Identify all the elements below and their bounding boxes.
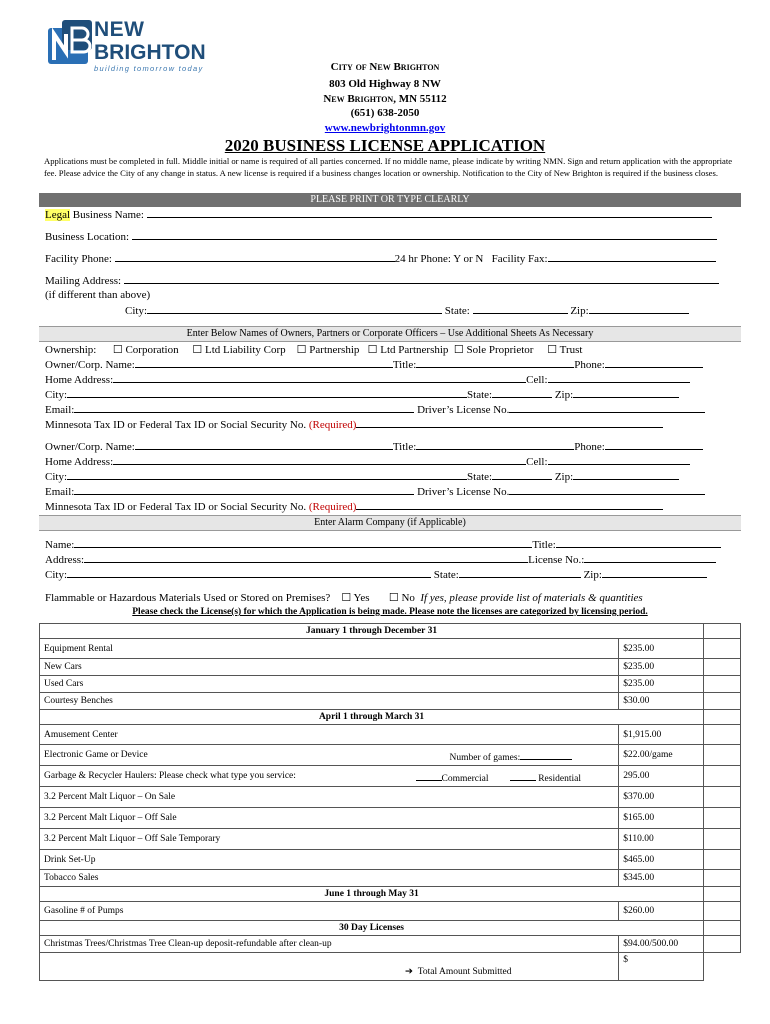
- commercial-label: Commercial: [441, 774, 489, 784]
- owner2-cell-label: Cell:: [526, 456, 548, 468]
- option-sole-proprietor: Sole Proprietor: [466, 344, 534, 356]
- legal-highlight: Legal: [45, 209, 71, 221]
- license-fee: $235.00: [619, 676, 704, 693]
- city-address: 803 Old Highway 8 NW: [329, 78, 441, 90]
- owner1-email-field[interactable]: [74, 403, 414, 413]
- facility-phone-label: Facility Phone:: [45, 253, 112, 265]
- location-label: Business Location:: [45, 231, 130, 243]
- owner1-dl-label: Driver’s License No.: [417, 404, 510, 416]
- owner1-city-row: [45, 388, 679, 401]
- license-name: Gasoline # of Pumps: [40, 902, 619, 921]
- owner2-home-label: Home Address:: [45, 456, 114, 468]
- license-name: 3.2 Percent Malt Liquor – Off Sale Temporary: [40, 829, 619, 850]
- license-notice: Please check the License(s) for which the Application is being made. Please note the licenses are categorized by licensing period.: [132, 607, 648, 617]
- license-fee: $1,915.00: [619, 725, 704, 745]
- owner1-dl-field[interactable]: [509, 403, 705, 413]
- owner2-tax-row: [45, 500, 663, 513]
- alarm-city-row: [45, 568, 707, 581]
- owner1-city-label: City:: [45, 389, 68, 401]
- owner2-state-label: State:: [467, 471, 493, 483]
- mailing-field[interactable]: [124, 274, 719, 284]
- location-row: [45, 230, 717, 243]
- check-cell: [704, 624, 741, 639]
- owner1-state-field[interactable]: [492, 388, 552, 398]
- phone24-label: 24 hr Phone: Y or N: [394, 253, 484, 265]
- license-checkbox[interactable]: [704, 676, 741, 693]
- option-corporation: Corporation: [125, 344, 179, 356]
- table-row: [40, 659, 741, 676]
- option-llc: Ltd Liability Corp: [205, 344, 286, 356]
- license-checkbox[interactable]: [704, 693, 741, 710]
- location-field[interactable]: [132, 230, 717, 240]
- license-checkbox[interactable]: [704, 659, 741, 676]
- owner1-phone-label: Phone:: [574, 359, 605, 371]
- owner1-name-row: [45, 358, 703, 371]
- license-name: 3.2 Percent Malt Liquor – On Sale: [40, 787, 619, 808]
- table-row: [40, 870, 741, 887]
- ownership-row: [45, 343, 583, 356]
- check-cell: [704, 887, 741, 902]
- owner2-dl-field[interactable]: [509, 485, 705, 495]
- alarm-zip-field[interactable]: [602, 568, 707, 578]
- owner2-home-row: [45, 455, 690, 468]
- license-fee: $235.00: [619, 659, 704, 676]
- intro-text: Applications must be completed in full. Middle initial or name is required of all parties concerned. If no middle name, please indicate by writing NMN. Sign and return application with the appropriate fee. Please advice the City of any change in status. A new license is required if a business changes location or ownership. Notification to the City of New Brighton is required if the business closes.: [44, 156, 733, 178]
- residential-field[interactable]: [510, 771, 536, 781]
- city-logo-icon: [48, 20, 94, 66]
- owner2-phone-label: Phone:: [574, 441, 605, 453]
- website-link[interactable]: www.newbrightonmn.gov: [324, 122, 446, 134]
- owner1-cell-field[interactable]: [548, 373, 690, 383]
- owner2-city-field[interactable]: [67, 470, 467, 480]
- owner2-zip-field[interactable]: [573, 470, 679, 480]
- license-name: Tobacco Sales: [40, 870, 619, 887]
- owner1-title-label: Title:: [392, 359, 417, 371]
- city-field[interactable]: [147, 304, 442, 314]
- owner2-email-label: Email:: [45, 486, 75, 498]
- owner1-zip-label: Zip:: [554, 389, 574, 401]
- legal-name-row: [45, 208, 712, 221]
- period-jan: January 1 through December 31: [40, 624, 704, 639]
- alarm-city-field[interactable]: [67, 568, 431, 578]
- owner2-zip-label: Zip:: [554, 471, 574, 483]
- owner2-name-row: [45, 440, 703, 453]
- option-partnership: Partnership: [309, 344, 360, 356]
- license-name: Equipment Rental: [40, 639, 619, 659]
- license-name: New Cars: [40, 659, 619, 676]
- license-checkbox[interactable]: [704, 745, 741, 766]
- owner2-city-row: [45, 470, 679, 483]
- license-name: Drink Set-Up: [40, 850, 619, 870]
- license-name: Used Cars: [40, 676, 619, 693]
- period-jun: June 1 through May 31: [40, 887, 704, 902]
- legal-name-label: Business Name:: [70, 209, 144, 221]
- mailing-city-row: [125, 304, 689, 317]
- license-table: [39, 623, 741, 981]
- city-state: New Brighton, MN 55112: [323, 93, 447, 105]
- hazard-no-checkbox[interactable]: ☐: [388, 592, 399, 604]
- zip-label: Zip:: [570, 305, 589, 317]
- period-30day: 30 Day Licenses: [40, 921, 704, 936]
- license-checkbox[interactable]: [704, 902, 741, 921]
- license-name: Christmas Trees/Christmas Tree Clean-up deposit-refundable after clean-up: [40, 936, 619, 953]
- zip-field[interactable]: [589, 304, 689, 314]
- hazard-yes-label: Yes: [353, 592, 370, 604]
- alarm-address-label: Address:: [45, 554, 85, 566]
- alarm-name-field[interactable]: [74, 538, 532, 548]
- logo-tagline: building tomorrow today: [94, 64, 204, 73]
- period-row-jan: [40, 624, 741, 639]
- alarm-license-field[interactable]: [584, 553, 716, 563]
- legal-name-field[interactable]: [147, 208, 712, 218]
- total-label-cell: [40, 953, 619, 981]
- owner2-phone-field[interactable]: [605, 440, 703, 450]
- owner2-email-field[interactable]: [74, 485, 414, 495]
- license-name-garbage: [40, 766, 619, 787]
- option-trust: Trust: [559, 344, 583, 356]
- city-label: City:: [125, 305, 148, 317]
- facility-fax-label: Facility Fax:: [491, 253, 548, 265]
- owner1-tax-row: [45, 418, 663, 431]
- alarm-license-label: License No.:: [528, 554, 585, 566]
- owner1-title-field[interactable]: [416, 358, 574, 368]
- table-row: [40, 808, 741, 829]
- license-fee: $165.00: [619, 808, 704, 829]
- license-fee: $110.00: [619, 829, 704, 850]
- owner1-home-label: Home Address:: [45, 374, 114, 386]
- owner2-name-field[interactable]: [135, 440, 393, 450]
- license-fee: $260.00: [619, 902, 704, 921]
- owner2-tax-label: Minnesota Tax ID or Federal Tax ID or Social Security No.: [45, 501, 307, 513]
- residential-label: Residential: [538, 774, 581, 784]
- logo-new: NEW: [94, 18, 145, 41]
- alarm-bar: Enter Alarm Company (if Applicable): [39, 515, 741, 531]
- state-label: State:: [444, 305, 470, 317]
- owner1-name-field[interactable]: [135, 358, 393, 368]
- owner1-tax-field[interactable]: [356, 418, 663, 428]
- alarm-city-label: City:: [45, 569, 68, 581]
- owner2-email-row: [45, 485, 705, 498]
- total-row: [40, 953, 741, 981]
- table-row: [40, 850, 741, 870]
- license-checkbox[interactable]: [704, 766, 741, 787]
- license-checkbox[interactable]: [704, 808, 741, 829]
- check-cell: [704, 710, 741, 725]
- table-row: [40, 829, 741, 850]
- checkbox-llc[interactable]: ☐: [192, 344, 203, 356]
- state-field[interactable]: [473, 304, 568, 314]
- mailing-label: Mailing Address:: [45, 275, 122, 287]
- license-name: Courtesy Benches: [40, 693, 619, 710]
- owner2-home-field[interactable]: [113, 455, 526, 465]
- license-checkbox[interactable]: [704, 870, 741, 887]
- owner1-zip-field[interactable]: [573, 388, 679, 398]
- license-name: 3.2 Percent Malt Liquor – Off Sale: [40, 808, 619, 829]
- ownership-label: Ownership:: [45, 344, 97, 356]
- checkbox-trust[interactable]: ☐: [547, 344, 558, 356]
- currency-sign: $: [623, 955, 628, 965]
- owner1-email-row: [45, 403, 705, 416]
- alarm-title-label: Title:: [532, 539, 556, 551]
- table-row: [40, 676, 741, 693]
- commercial-field[interactable]: [416, 771, 442, 781]
- license-name: Amusement Center: [40, 725, 619, 745]
- owner2-cell-field[interactable]: [548, 455, 690, 465]
- hazard-row: [45, 591, 643, 604]
- license-checkbox[interactable]: [704, 639, 741, 659]
- owner2-name-label: Owner/Corp. Name:: [45, 441, 135, 453]
- phone-row: [45, 252, 716, 265]
- owner1-home-field[interactable]: [113, 373, 526, 383]
- alarm-title-field[interactable]: [556, 538, 721, 548]
- city-name: City of New Brighton: [330, 61, 440, 73]
- owner1-required: (Required): [308, 419, 357, 431]
- checkbox-partnership[interactable]: ☐: [296, 344, 307, 356]
- owner2-tax-field[interactable]: [356, 500, 663, 510]
- license-checkbox[interactable]: [704, 936, 741, 953]
- period-row-jun: [40, 887, 741, 902]
- facility-fax-field[interactable]: [548, 252, 716, 262]
- alarm-address-field[interactable]: [84, 553, 528, 563]
- period-row-apr: [40, 710, 741, 725]
- alarm-name-row: [45, 538, 721, 551]
- page-title: 2020 BUSINESS LICENSE APPLICATION: [224, 136, 546, 155]
- facility-phone-field[interactable]: [115, 252, 395, 262]
- owner2-required: (Required): [308, 501, 357, 513]
- mailing-row: [45, 274, 719, 287]
- license-checkbox[interactable]: [704, 829, 741, 850]
- checkbox-sole-proprietor[interactable]: ☐: [453, 344, 464, 356]
- owners-bar: Enter Below Names of Owners, Partners or Corporate Officers – Use Additional Sheets As Necessary: [39, 326, 741, 342]
- alarm-state-field[interactable]: [459, 568, 581, 578]
- games-count-field[interactable]: [520, 750, 572, 760]
- owner2-city-label: City:: [45, 471, 68, 483]
- alarm-zip-label: Zip:: [583, 569, 602, 581]
- license-name-game: [40, 745, 619, 766]
- owner2-state-field[interactable]: [492, 470, 552, 480]
- license-name: Garbage & Recycler Haulers: Please check what type you service:: [44, 771, 296, 781]
- license-checkbox[interactable]: [704, 725, 741, 745]
- table-row: [40, 902, 741, 921]
- owner1-state-label: State:: [467, 389, 493, 401]
- check-cell: [704, 921, 741, 936]
- garbage-options: [416, 771, 581, 784]
- hazard-note: If yes, please provide list of materials & quantities: [420, 592, 643, 604]
- license-checkbox[interactable]: [704, 850, 741, 870]
- mailing-note: (if different than above): [45, 289, 151, 301]
- period-row-30day: [40, 921, 741, 936]
- alarm-address-row: [45, 553, 716, 566]
- license-fee: $30.00: [619, 693, 704, 710]
- hazard-yes-checkbox[interactable]: ☐: [341, 592, 352, 604]
- owner1-city-field[interactable]: [67, 388, 467, 398]
- total-label: Total Amount Submitted: [417, 967, 512, 977]
- checkbox-corporation[interactable]: ☐: [112, 344, 123, 356]
- owner2-dl-label: Driver’s License No.: [417, 486, 510, 498]
- logo-brighton: BRIGHTON: [94, 41, 206, 64]
- games-count: [450, 750, 573, 763]
- city-phone: (651) 638-2050: [350, 107, 420, 119]
- empty-cell: [704, 953, 741, 981]
- hazard-no-label: No: [401, 592, 415, 604]
- table-row: [40, 639, 741, 659]
- table-row: [40, 725, 741, 745]
- checkbox-ltd-partnership[interactable]: ☐: [367, 344, 378, 356]
- arrow-right-icon: ➔: [405, 967, 413, 977]
- owner1-home-row: [45, 373, 690, 386]
- games-count-label: Number of games:: [449, 753, 521, 763]
- license-fee: $22.00/game: [619, 745, 704, 766]
- owner1-email-label: Email:: [45, 404, 75, 416]
- table-row: [40, 693, 741, 710]
- alarm-state-label: State:: [433, 569, 459, 581]
- table-row: [40, 766, 741, 787]
- owner2-title-field[interactable]: [416, 440, 574, 450]
- print-notice-bar: PLEASE PRINT OR TYPE CLEARLY: [39, 193, 741, 207]
- owner1-cell-label: Cell:: [526, 374, 548, 386]
- table-row: [40, 745, 741, 766]
- license-fee: 295.00: [619, 766, 704, 787]
- license-checkbox[interactable]: [704, 787, 741, 808]
- license-fee: $345.00: [619, 870, 704, 887]
- license-fee: $235.00: [619, 639, 704, 659]
- table-row: [40, 787, 741, 808]
- license-fee: $465.00: [619, 850, 704, 870]
- table-row: [40, 936, 741, 953]
- owner1-name-label: Owner/Corp. Name:: [45, 359, 135, 371]
- license-fee: $370.00: [619, 787, 704, 808]
- hazard-question: Flammable or Hazardous Materials Used or Stored on Premises?: [45, 592, 331, 604]
- license-fee: $94.00/500.00: [619, 936, 704, 953]
- owner2-title-label: Title:: [392, 441, 417, 453]
- period-apr: April 1 through March 31: [40, 710, 704, 725]
- total-amount-field[interactable]: [619, 953, 704, 981]
- owner1-tax-label: Minnesota Tax ID or Federal Tax ID or Social Security No.: [45, 419, 307, 431]
- owner1-phone-field[interactable]: [605, 358, 703, 368]
- alarm-name-label: Name:: [45, 539, 75, 551]
- option-ltd-partnership: Ltd Partnership: [380, 344, 449, 356]
- license-name: Electronic Game or Device: [44, 750, 148, 760]
